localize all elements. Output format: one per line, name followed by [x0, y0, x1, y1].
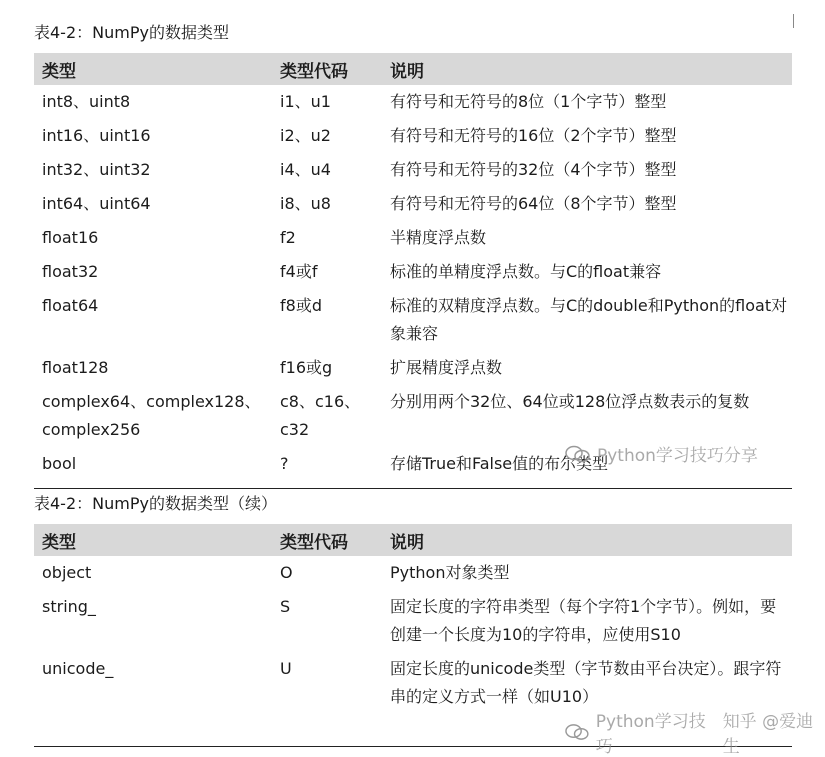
cell-type: int8、uint8 — [42, 92, 131, 111]
watermark-1-text: Python学习技巧分享 — [597, 446, 758, 466]
cell-type: int64、uint64 — [42, 194, 151, 213]
cell-code: i4、u4 — [280, 160, 331, 179]
cell-type: float16 — [42, 228, 99, 247]
cell-type: float128 — [42, 358, 109, 377]
cell-desc: 有符号和无符号的8位（1个字节）整型 — [390, 92, 667, 111]
cell-code: i2、u2 — [280, 126, 331, 145]
table-row — [34, 385, 792, 447]
table-header-row — [34, 53, 792, 85]
cell-desc: Python对象类型 — [390, 563, 510, 582]
header-type: 类型 — [34, 53, 272, 85]
cell-type: complex64、complex128、complex256 — [42, 392, 261, 439]
cell-type: int32、uint32 — [42, 160, 151, 179]
cell-code: f2 — [280, 228, 296, 247]
cell-desc: 固定长度的字符串类型（每个字符1个字节）。例如，要创建一个长度为10的字符串，应使用S10 — [390, 597, 777, 644]
cell-type: int16、uint16 — [42, 126, 151, 145]
cell-type: float64 — [42, 296, 99, 315]
table-row — [34, 187, 792, 221]
table-row — [34, 153, 792, 187]
watermark-2 — [565, 707, 825, 757]
cell-desc: 有符号和无符号的16位（2个字节）整型 — [390, 126, 677, 145]
wechat-icon — [565, 723, 590, 741]
table-row — [34, 556, 792, 590]
table-row — [34, 351, 792, 385]
cell-code: i8、u8 — [280, 194, 331, 213]
cell-desc: 标准的单精度浮点数。与C的float兼容 — [390, 262, 662, 281]
table1-bottom-rule — [34, 488, 792, 489]
cell-desc: 扩展精度浮点数 — [390, 358, 503, 377]
cell-type: bool — [42, 454, 77, 473]
header-code: 类型代码 — [272, 53, 382, 85]
cell-code: i1、u1 — [280, 92, 331, 111]
cell-desc: 分别用两个32位、64位或128位浮点数表示的复数 — [390, 392, 750, 411]
cell-desc: 固定长度的unicode类型（字节数由平台决定）。跟字符串的定义方式一样（如U10） — [390, 659, 782, 706]
cell-type: unicode_ — [42, 659, 114, 678]
watermark-2-partial: Python学习技巧 — [595, 712, 706, 757]
cell-desc: 有符号和无符号的64位（8个字节）整型 — [390, 194, 677, 213]
watermark-2-text: 知乎 @爱迪生 — [722, 712, 814, 757]
cell-code: U — [280, 659, 292, 678]
table-row — [34, 289, 792, 351]
cell-type: float32 — [42, 262, 99, 281]
cell-code: c8、c16、c32 — [280, 392, 361, 439]
cell-code: S — [280, 597, 291, 616]
page-edge-mark — [793, 14, 794, 28]
table-row — [34, 255, 792, 289]
cell-type: object — [42, 563, 92, 582]
header-desc: 说明 — [382, 53, 792, 85]
cell-type: string_ — [42, 597, 96, 616]
cell-code: f8或d — [280, 296, 322, 315]
header-code: 类型代码 — [272, 524, 382, 556]
cell-code: f4或f — [280, 262, 318, 281]
cell-code: ? — [280, 454, 289, 473]
cell-code: O — [280, 563, 293, 582]
cell-desc: 标准的双精度浮点数。与C的double和Python的float对象兼容 — [390, 296, 788, 343]
watermark-1 — [565, 441, 758, 466]
cell-desc: 有符号和无符号的32位（4个字节）整型 — [390, 160, 677, 179]
table-row — [34, 119, 792, 153]
table-row — [34, 221, 792, 255]
wechat-icon — [565, 445, 591, 463]
table-row — [34, 85, 792, 119]
dtype-table-continued — [34, 524, 792, 714]
table1-caption: 表4-2：NumPy的数据类型 — [34, 23, 229, 42]
cell-desc: 半精度浮点数 — [390, 228, 487, 247]
dtype-table — [34, 53, 792, 481]
table-row — [34, 590, 792, 652]
table-row — [34, 652, 792, 714]
cell-code: f16或g — [280, 358, 333, 377]
table-header-row — [34, 524, 792, 556]
header-type: 类型 — [34, 524, 272, 556]
header-desc: 说明 — [382, 524, 792, 556]
cell-desc: 存储True和False值的布尔类型 — [390, 454, 609, 473]
table2-caption: 表4-2：NumPy的数据类型（续） — [34, 494, 277, 513]
